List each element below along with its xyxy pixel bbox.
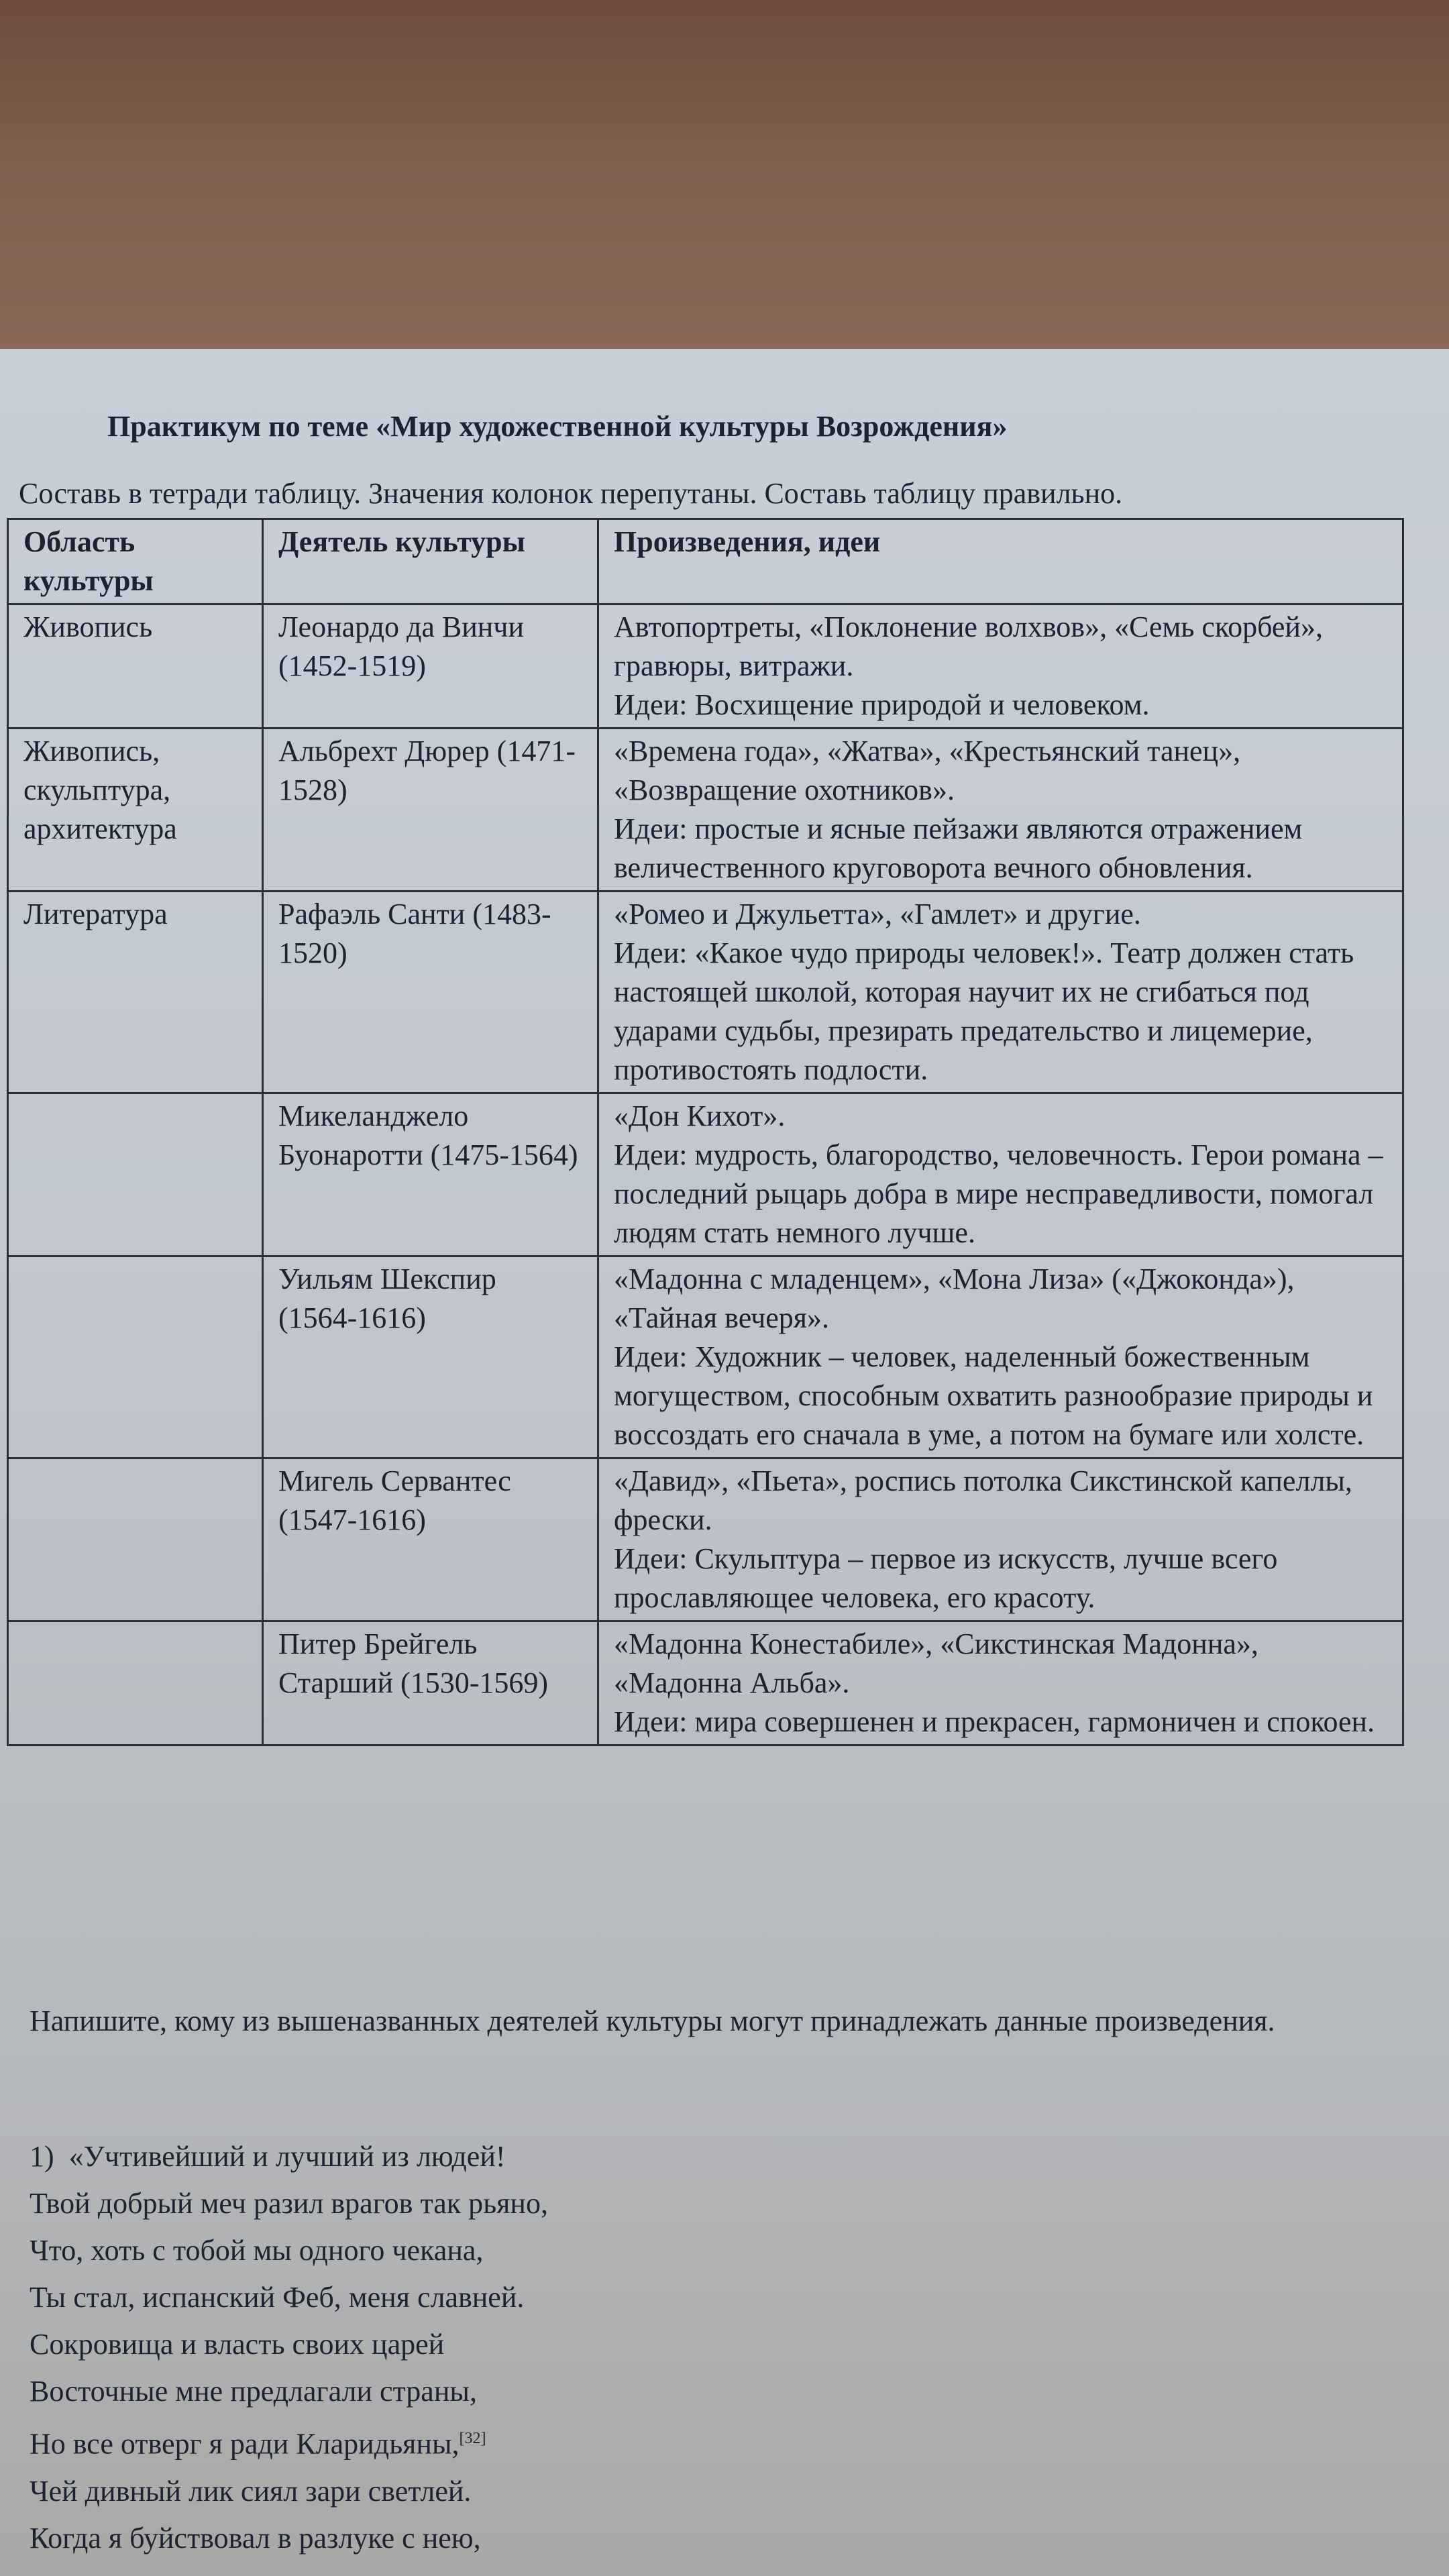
ideas-text: Идеи: «Какое чудо природы человек!». Театр должен стать настоящей школой, которая научит их не сгибаться под ударами судьбы, презирать предательство и лицемерие, противостоять подлости. — [614, 936, 1354, 1086]
cell-person: Леонардо да Винчи (1452-1519) — [263, 604, 598, 729]
cell-area — [8, 1093, 263, 1256]
works-text: «Времена года», «Жатва», «Крестьянский танец», «Возвращение охотников». — [614, 735, 1241, 806]
cell-area — [8, 1458, 263, 1621]
cell-works — [598, 892, 1403, 1093]
cell-person: Альбрехт Дюрер (1471-1528) — [263, 729, 598, 892]
page-title: Практикум по теме «Мир художественной культуры Возрождения» — [107, 410, 1008, 443]
table-row — [8, 1458, 1403, 1621]
cell-area: Живопись, скульптура, архитектура — [8, 729, 263, 892]
poem-line-text: «Учтивейший и лучший из людей! — [68, 2140, 506, 2173]
ideas-text: Идеи: мира совершенен и прекрасен, гармоничен и спокоен. — [614, 1705, 1375, 1738]
works-text: «Мадонна Конестабиле», «Сикстинская Мадонна», «Мадонна Альба». — [614, 1627, 1258, 1699]
ideas-text: Идеи: простые и ясные пейзажи являются отражением величественного круговорота вечного обновления. — [614, 812, 1303, 884]
ideas-text: Идеи: Восхищение природой и человеком. — [614, 688, 1150, 721]
cell-area: Литература — [8, 892, 263, 1093]
table-row — [8, 729, 1403, 892]
table-row — [8, 1621, 1403, 1746]
ideas-text: Идеи: мудрость, благородство, человечность. Герои романа – последний рыцарь добра в мире несправедливости, помогал людям стать немного лучше. — [614, 1138, 1383, 1249]
cell-person: Микеланджело Буонаротти (1475-1564) — [263, 1093, 598, 1256]
question-text: Напишите, кому из вышеназванных деятелей культуры могут принадлежать данные произведения. — [30, 2004, 1275, 2037]
poem-number: 1) — [30, 2140, 54, 2173]
cell-person: Мигель Сервантес (1547-1616) — [263, 1458, 598, 1621]
culture-table — [7, 518, 1404, 1746]
table-header-row — [8, 519, 1403, 604]
ideas-text: Идеи: Скульптура – первое из искусств, лучше всего прославляющее человека, его красоту. — [614, 1542, 1278, 1614]
table-row — [8, 892, 1403, 1093]
table-row — [8, 604, 1403, 729]
poem-line: Восточные мне предлагали страны, — [30, 2375, 477, 2408]
cell-works — [598, 1458, 1403, 1621]
cell-works — [598, 604, 1403, 729]
cell-area — [8, 1256, 263, 1458]
works-text: Автопортреты, «Поклонение волхвов», «Семь скорбей», гравюры, витражи. — [614, 610, 1323, 682]
header-person: Деятель культуры — [263, 519, 598, 604]
works-text: «Давид», «Пьета», роспись потолка Сикстинской капеллы, фрески. — [614, 1464, 1352, 1536]
cell-area: Живопись — [8, 604, 263, 729]
ideas-text: Идеи: Художник – человек, наделенный божественным могуществом, способным охватить разнообразие природы и воссоздать его сначала в уме, а потом на бумаге или холсте. — [614, 1340, 1373, 1451]
poem-line: Ты стал, испанский Феб, меня славней. — [30, 2281, 525, 2314]
table-row — [8, 1093, 1403, 1256]
wooden-desk-background — [0, 0, 1449, 376]
poem-line — [30, 2133, 1371, 2180]
poem-line: Что, хоть с тобой мы одного чекана, — [30, 2234, 484, 2267]
works-text: «Ромео и Джульетта», «Гамлет» и другие. — [614, 898, 1141, 930]
worksheet-page — [0, 349, 1449, 2576]
cell-area — [8, 1621, 263, 1746]
poem-line: Когда я буйствовал в разлуке с нею, — [30, 2521, 481, 2555]
instruction-text: Составь в тетради таблицу. Значения колонок перепутаны. Составь таблицу правильно. — [19, 477, 1123, 510]
cell-works — [598, 1093, 1403, 1256]
cell-works — [598, 1621, 1403, 1746]
header-works: Произведения, идеи — [598, 519, 1403, 604]
cell-person: Рафаэль Санти (1483-1520) — [263, 892, 598, 1093]
cell-person: Уильям Шекспир (1564-1616) — [263, 1256, 598, 1458]
works-text: «Мадонна с младенцем», «Мона Лиза» («Джоконда»), «Тайная вечеря». — [614, 1263, 1295, 1334]
works-text: «Дон Кихот». — [614, 1099, 786, 1132]
poem-line-text: Но все отверг я ради Кларидьяны, — [30, 2427, 460, 2461]
poem-block — [30, 2133, 1371, 2562]
cell-works — [598, 1256, 1403, 1458]
poem-line: Сокровища и власть своих царей — [30, 2328, 445, 2361]
cell-person: Питер Брейгель Старший (1530-1569) — [263, 1621, 598, 1746]
poem-line: Чей дивный лик сиял зари светлей. — [30, 2474, 472, 2508]
table-row — [8, 1256, 1403, 1458]
cell-works — [598, 729, 1403, 892]
header-area: Область культуры — [8, 519, 263, 604]
footnote-marker: [32] — [459, 2430, 486, 2447]
poem-line: Твой добрый меч разил врагов так рьяно, — [30, 2187, 548, 2220]
poem-line — [30, 2415, 1371, 2468]
